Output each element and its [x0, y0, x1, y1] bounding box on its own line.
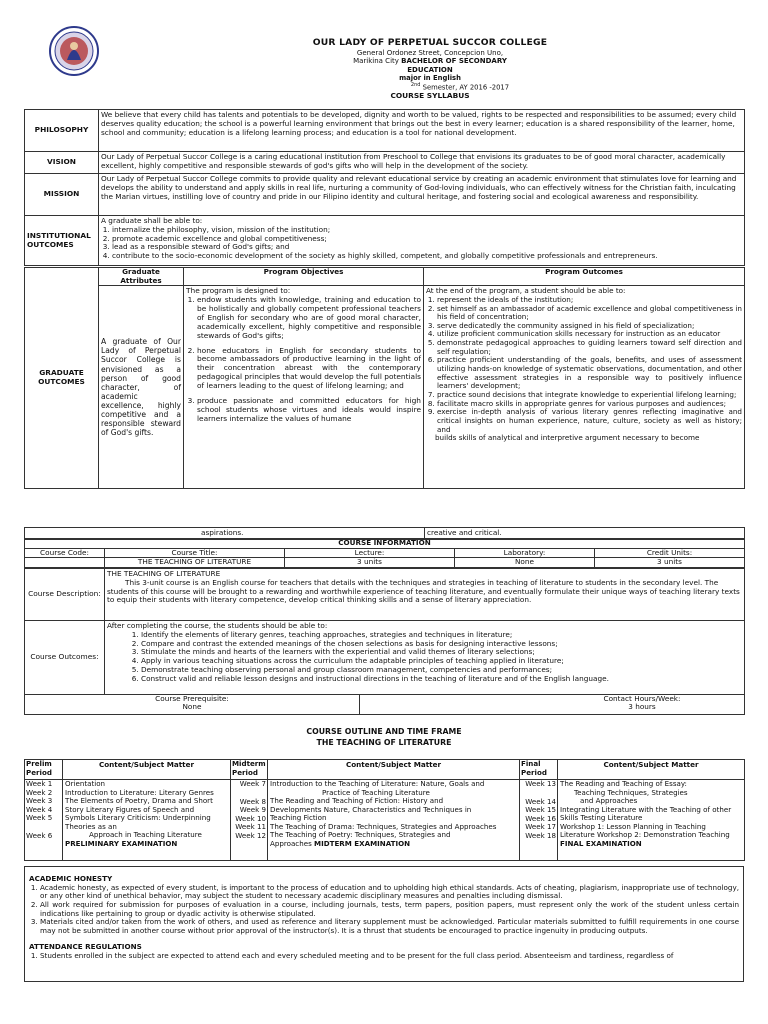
prelim-period-header: Prelim Period	[25, 760, 63, 780]
week-label: Week 4	[26, 804, 53, 814]
objectives-intro: The program is designed to:	[186, 286, 291, 296]
list-item: 3. Stimulate the minds and hearts of the learners with the experiential and valid themes of literary selections;	[141, 648, 742, 657]
week-label: Week 18	[525, 830, 556, 840]
topic: Developments Nature, Characteristics and Techniques in	[270, 804, 472, 814]
list-item: 1. Students enrolled in the subject are expected to attend each and every scheduled meeting and to be present for the full class period. Absenteeism and tardiness, regardless of	[40, 952, 739, 961]
outcomes-intro: At the end of the program, a student should be able to:	[426, 286, 626, 296]
list-item: 3. Materials cited and/or taken from the work of others, and used as reference and literary supplement must be acknowledged. Particular materials submitted to fulfill requirements in one course may not be submitted in another course without prior approval of the instructor(s). It is a thrust that students be encouraged to practice ingenuity in producing outputs.	[40, 918, 739, 935]
mission-label: MISSION	[25, 174, 99, 216]
list-item: 8. facilitate macro skills in appropriate genres for various purposes and audiences;	[437, 400, 742, 409]
laboratory-value: None	[455, 558, 595, 568]
institutional-outcomes-label: INSTITUTIONAL OUTCOMES	[25, 216, 99, 266]
list-item: 6. practice proficient understanding of the goals, benefits, and uses of assessment utilizing hands-on knowledge of systematic observations, documentation, and other effective assessment strategies in a responsible way to positively influence learners' development;	[437, 356, 742, 391]
course-description-text: This 3-unit course is an English course for teachers that details with the techniques and strategies in teaching of literature to students in the secondary level. The students of this course will be brought to a rewarding and worthwhile experience of teaching literature, and eventually formulate their unique ways of teaching literary texts to equip their students with literary competence, develop critical thinking skills and a sense of literary appreciation.	[107, 577, 740, 605]
policies-box	[24, 866, 744, 982]
program-major: major in English	[399, 74, 461, 83]
topic: Integrating Literature with the Teaching of other	[560, 804, 732, 814]
week-label: Week 7	[239, 779, 266, 788]
mission-row	[25, 174, 745, 216]
topic: Teaching Fiction	[270, 813, 327, 822]
week-label: Week 13	[525, 779, 556, 788]
list-item: 1. represent the ideals of the institution;	[437, 296, 742, 305]
topic: Approaches	[270, 838, 312, 848]
philosophy-row	[25, 110, 745, 152]
week-label: Week 8	[239, 796, 266, 806]
attendance-list	[29, 952, 739, 961]
course-outcomes-label: Course Outcomes:	[25, 621, 105, 695]
graduate-outcomes-label: GRADUATE OUTCOMES	[25, 268, 99, 489]
course-code-value	[25, 558, 105, 568]
graduate-outcomes-table	[24, 267, 745, 489]
course-description-title: THE TEACHING OF LITERATURE	[107, 569, 221, 578]
topic: Orientation	[65, 779, 106, 788]
lecture-label: Lecture:	[285, 548, 455, 558]
prerequisite-table	[24, 694, 745, 715]
course-outcomes-intro: After completing the course, the students should be able to:	[107, 621, 328, 630]
topic: Skills Testing Literature	[560, 813, 643, 822]
topic: Approach in Teaching Literature	[89, 830, 202, 839]
list-item: 4. utilize proficient communication skills necessary for instruction as an educator	[437, 330, 742, 339]
course-outline-table	[24, 759, 745, 861]
list-item: 2. promote academic excellence and global competitiveness;	[112, 235, 742, 244]
institutional-outcomes-row	[25, 216, 745, 266]
vision-label: VISION	[25, 152, 99, 174]
prerequisite-value: None	[182, 702, 202, 712]
list-item: 9. exercise in-depth analysis of various literary genres reflecting imaginative and critical insights on human experience, nature, culture, society as well as history; and	[437, 408, 742, 434]
contact-hours-value: 3 hours	[628, 702, 656, 712]
list-item: 2. hone educators in English for secondary students to become ambassadors of productive learning in the light of their concentration abreast with the contemporary pedagogical principles that would develop the full potentials of learners leading to the quest of lifelong learning; and	[197, 347, 421, 391]
list-item: 3. lead as a responsible steward of God's gifts; and	[112, 243, 742, 252]
topic: The Reading and Teaching of Fiction: History and	[270, 796, 444, 805]
topic: The Teaching of Poetry: Techniques, Strategies and	[270, 830, 451, 839]
col-graduate-attributes: Graduate Attributes	[99, 268, 184, 286]
topic: Theories as an	[65, 821, 117, 831]
institution-table	[24, 109, 745, 266]
list-item: 2. Compare and contrast the extended meanings of the chosen selections as basis for designing interactive lessons;	[141, 640, 742, 649]
vision-row	[25, 152, 745, 174]
final-content-header: Content/Subject Matter	[558, 760, 745, 780]
col-program-objectives: Program Objectives	[184, 268, 424, 286]
semester: Semester, AY 2016 -2017	[422, 83, 510, 92]
program-outcomes-list	[426, 296, 742, 434]
address-line-2: Marikina City	[353, 57, 399, 66]
topic: The Reading and Teaching of Essay:	[560, 779, 687, 788]
program-line-1: BACHELOR OF SECONDARY	[401, 57, 507, 66]
final-exam: FINAL EXAMINATION	[560, 838, 642, 848]
program-line-2: EDUCATION	[407, 65, 453, 74]
syllabus-title: COURSE SYLLABUS	[390, 90, 470, 100]
list-item: 1. endow students with knowledge, training and education to be holistically and globally competent professional teachers of English for secondary who are of good moral character, academically excellent, highly competitive and responsible stewards of God's gifts;	[197, 296, 421, 340]
address-line-1: General Ordonez Street, Concepcion Uno,	[356, 49, 504, 58]
prelim-exam: PRELIMINARY EXAMINATION	[65, 838, 178, 848]
graduate-attributes-text: A graduate of Our Lady of Perpetual Succor College is envisioned as a person of good character, of academic excellence, highly competitive and a responsible steward of God's gifts.	[99, 286, 184, 489]
course-title-value: THE TEACHING OF LITERATURE	[105, 558, 285, 568]
page-header	[240, 37, 620, 101]
list-item: 2. set himself as an ambassador of academic excellence and global competitiveness in his field of concentration;	[437, 305, 742, 322]
midterm-exam: MIDTERM EXAMINATION	[314, 838, 411, 848]
mission-text: Our Lady of Perpetual Succor College commits to provide quality and relevant educational service by creating an academic environment that stimulates love for learning and develops the ability to understand and apply skills in real life, nurturing a community of God-loving individuals, who can effectively witness for the Christian faith, inculcating the Marian virtues, instilling love of country and pride in our Filipino identity and cultural heritage, and fostering social and ecological awareness and responsibility.	[99, 174, 745, 216]
week-label: Week 6	[26, 830, 53, 840]
prelim-content-header: Content/Subject Matter	[63, 760, 231, 780]
topic: Workshop 1: Lesson Planning in Teaching	[560, 821, 706, 831]
college-name: OUR LADY OF PERPETUAL SUCCOR COLLEGE	[312, 37, 548, 48]
topic: Story Literary Figures of Speech and	[65, 804, 195, 814]
topic: Introduction to the Teaching of Literature: Nature, Goals and	[270, 779, 485, 788]
week-label: Week 3	[26, 796, 53, 805]
week-label: Week 1	[26, 779, 53, 788]
week-label: Week 10	[235, 813, 266, 823]
course-description-table	[24, 568, 745, 695]
topic: Practice of Teaching Literature	[322, 787, 430, 797]
lecture-value: 3 units	[285, 558, 455, 568]
institutional-intro: A graduate shall be able to:	[101, 216, 203, 225]
course-outline-heading	[24, 727, 744, 748]
continuation-left: aspirations.	[25, 528, 425, 540]
topic: The Teaching of Drama: Techniques, Strategies and Approaches	[270, 821, 497, 831]
midterm-content-header: Content/Subject Matter	[268, 760, 520, 780]
course-information-table	[24, 538, 745, 568]
vision-text: Our Lady of Perpetual Succor College is a caring educational institution from Preschool to College that envisions its graduates to be of good moral character, academically excellent, highly competitive and responsible stewards of god's gifts who will help in the development of the society.	[99, 152, 745, 174]
week-label: Week 11	[235, 822, 266, 831]
course-code-label: Course Code:	[25, 548, 105, 558]
list-item: 6. Construct valid and reliable lesson designs and instructional directions in the teaching of literature and of the English language.	[141, 675, 742, 684]
list-item: 5. demonstrate pedagogical approaches to guiding learners toward self direction and self regulation;	[437, 339, 742, 356]
prerequisite-label: Course Prerequisite:	[155, 694, 229, 703]
week-label: Week 12	[235, 830, 266, 840]
topic: Symbols Literary Criticism: Underpinning	[65, 813, 211, 822]
institutional-outcomes-list	[101, 226, 742, 261]
philosophy-label: PHILOSOPHY	[25, 110, 99, 152]
final-period-header: Final Period	[520, 760, 558, 780]
week-label: Week 2	[26, 787, 53, 797]
list-item: 1. Identify the elements of literary genres, teaching approaches, strategies and techniques in literature;	[141, 631, 742, 640]
list-item: 4. Apply in various teaching situations across the curriculum the adaptable principles of teaching applied in literature;	[141, 657, 742, 666]
continuation-right: creative and critical.	[425, 528, 745, 540]
list-item: 2. All work required for submission for purposes of evaluation in a course, including journals, tests, term papers, position papers, must represent only the work of the student unless certain indications like pertaining to group or dyadic activity is otherwise stipulated.	[40, 901, 739, 918]
outcomes-tail: builds skills of analytical and interpretive argument necessary to become	[435, 433, 700, 443]
course-outline-title: COURSE OUTLINE AND TIME FRAME	[306, 727, 462, 736]
college-seal	[49, 26, 99, 76]
semester-ordinal: 2nd	[410, 82, 421, 89]
topic: Introduction to Literature: Literary Genres	[65, 787, 214, 797]
objectives-list	[186, 296, 421, 423]
week-label: Week 14	[525, 796, 556, 806]
contact-hours-label: Contact Hours/Week:	[603, 694, 681, 703]
course-information-title: COURSE INFORMATION	[25, 539, 745, 549]
credit-units-value: 3 units	[595, 558, 745, 568]
course-title-label: Course Title:	[105, 548, 285, 558]
list-item: 7. practice sound decisions that integrate knowledge to experiential lifelong learning;	[437, 391, 742, 400]
list-item: 3. produce passionate and committed educators for high school students whose virtues and ideals would inspire learners internalize the values of humane	[197, 397, 421, 424]
college-seal-logo-icon	[49, 26, 99, 76]
course-description-label: Course Description:	[25, 569, 105, 621]
topic: The Elements of Poetry, Drama and Short	[65, 796, 213, 805]
list-item: 4. contribute to the socio-economic development of the society as highly skilled, competent, and globally competitive professionals and entrepreneurs.	[112, 252, 742, 261]
academic-honesty-list	[29, 884, 739, 936]
credit-units-label: Credit Units:	[595, 548, 745, 558]
list-item: 5. Demonstrate teaching observing personal and group classroom management, competencies and performances;	[141, 666, 742, 675]
week-label: Week 9	[239, 805, 266, 814]
list-item: 3. serve dedicatedly the community assigned in his field of specialization;	[437, 322, 742, 331]
week-label: Week 16	[525, 813, 556, 823]
week-label: Week 17	[525, 822, 556, 831]
topic: Literature Workshop 2: Demonstration Teaching	[560, 830, 730, 839]
topic: and Approaches	[580, 796, 638, 805]
week-label: Week 15	[525, 805, 556, 814]
list-item: 1. internalize the philosophy, vision, mission of the institution;	[112, 226, 742, 235]
academic-honesty-title: ACADEMIC HONESTY	[29, 874, 113, 883]
week-label: Week 5	[26, 813, 53, 822]
list-item: 1. Academic honesty, as expected of every student, is important to the process of education and to upholding high ethical standards. Acts of cheating, plagiarism, inappropriate use of technology, or any other kind of unethical behavior, may subject the student to necessary academic disciplinary measures and penalties including dismissal.	[40, 884, 739, 901]
philosophy-text: We believe that every child has talents and potentials to be developed, dignity and worth to be valued, rights to be respected and responsibilities to be assumed; every child deserves quality education; the school is a powerful learning environment that brings out the best in every learner; education is a shared responsibility of the learner, home, school and community; education is a lifelong learning process; and education is a tool for national development.	[99, 110, 745, 152]
midterm-period-header: Midterm Period	[231, 760, 268, 780]
laboratory-label: Laboratory:	[455, 548, 595, 558]
course-outcomes-list	[107, 631, 742, 684]
attendance-title: ATTENDANCE REGULATIONS	[29, 942, 142, 952]
col-program-outcomes: Program Outcomes	[424, 268, 745, 286]
topic: Teaching Techniques, Strategies	[574, 787, 688, 797]
course-outline-subtitle: THE TEACHING OF LITERATURE	[316, 738, 452, 748]
